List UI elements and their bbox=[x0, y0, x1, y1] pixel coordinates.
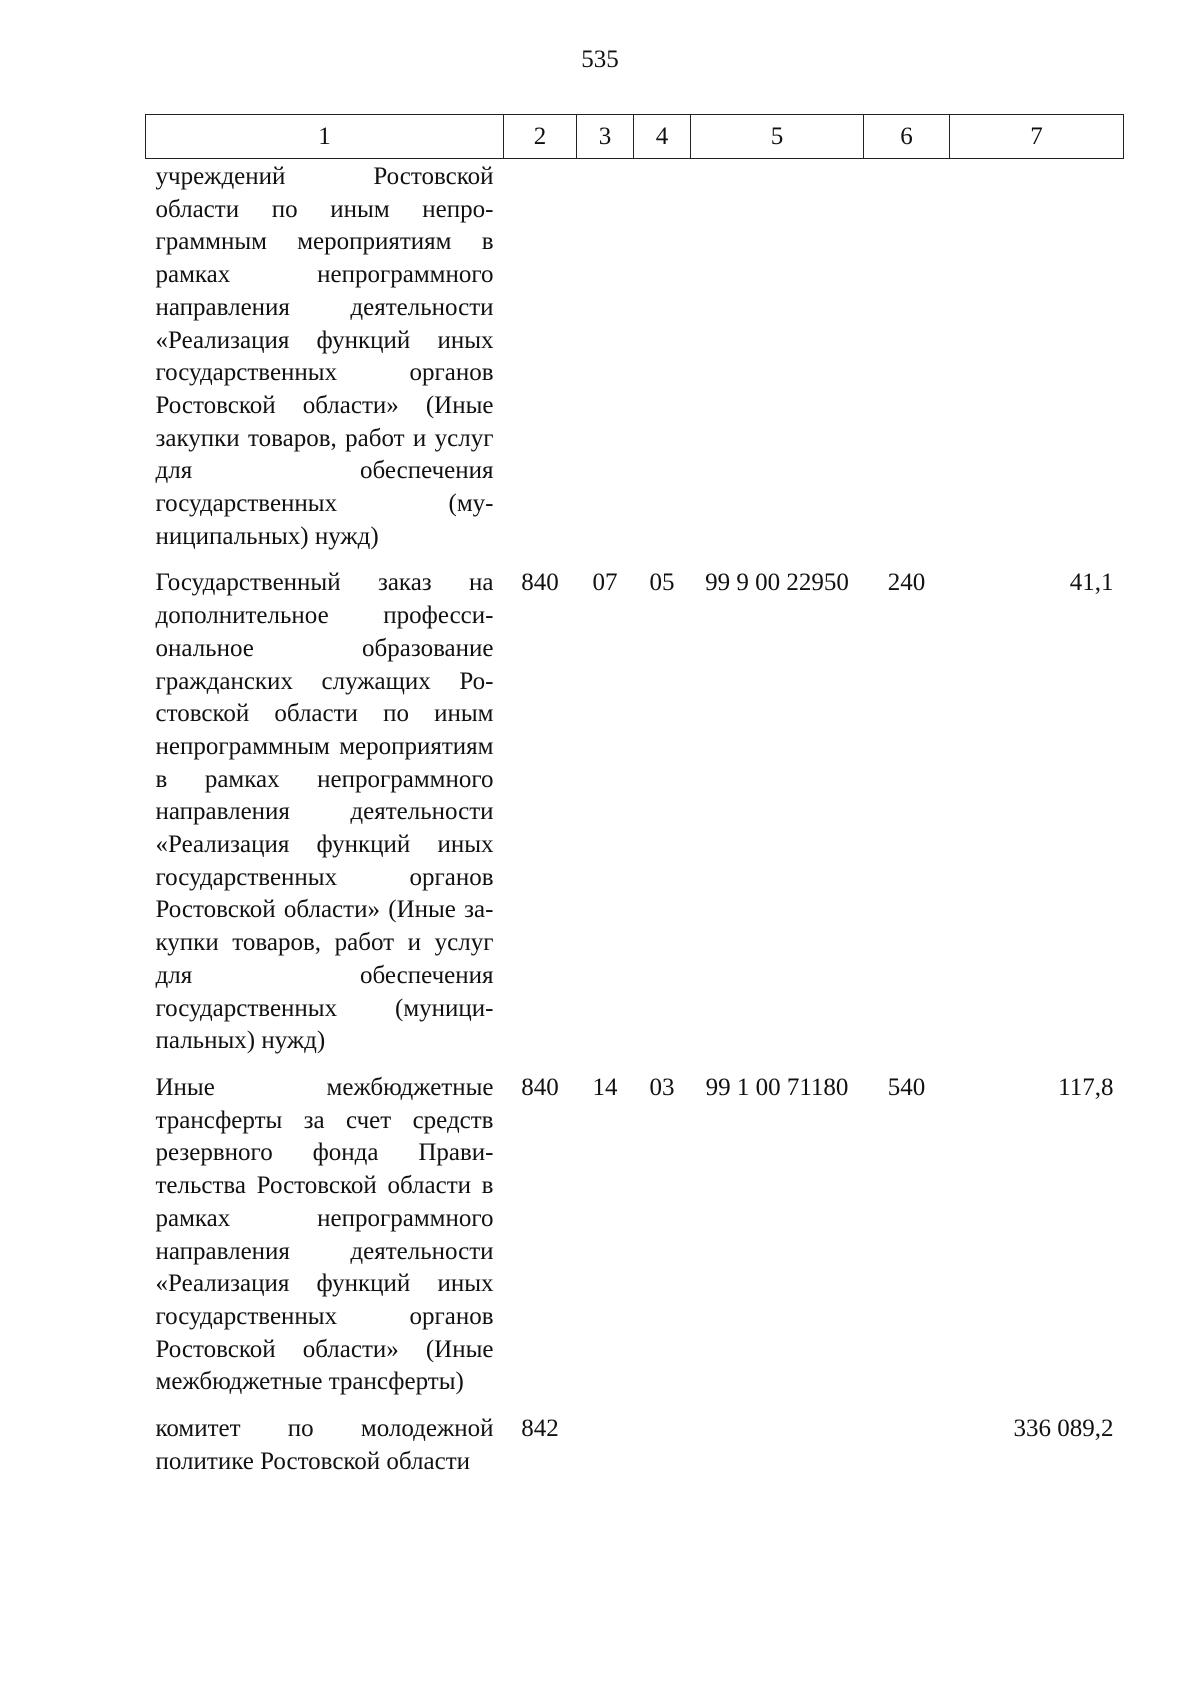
row-target-code bbox=[691, 1407, 864, 1486]
row-target-code bbox=[691, 159, 864, 562]
row-ministry-code: 840 bbox=[521, 569, 559, 597]
row-ministry-code bbox=[504, 159, 577, 562]
header-col-4: 4 bbox=[634, 115, 691, 159]
row-section-code: 07 bbox=[592, 569, 618, 597]
table-row bbox=[146, 1066, 1124, 1407]
row-section-code: 14 bbox=[592, 1073, 618, 1101]
table-row bbox=[146, 159, 1124, 562]
page-number: 535 bbox=[581, 46, 619, 73]
row-description: Государственный заказ на дополнительное профессиональное образование гражданских служащих Ростовской области по иным непрограммным мероприятиям в рамках непрограммного направления деятельности «Реализация функций иных государственных органов Ростовской области» (Иные закупки товаров, работ и услуг для обеспечения государственных (муниципальных) нужд) bbox=[155, 569, 494, 1055]
row-amount bbox=[950, 159, 1124, 562]
row-description: Иные межбюджетные трансферты за счет средств резервного фонда Правительства Ростовской области в рамках непрограммного направления деятельности «Реализация функций иных государственных органов Ростовской области» (Иные межбюджетные трансферты) bbox=[155, 1073, 494, 1396]
header-col-5: 5 bbox=[691, 115, 864, 159]
row-ministry-code: 840 bbox=[521, 1073, 559, 1101]
table-header bbox=[146, 115, 1124, 159]
row-amount: 41,1 bbox=[1069, 569, 1114, 597]
row-section-code bbox=[577, 159, 634, 562]
row-amount: 117,8 bbox=[1058, 1073, 1114, 1101]
row-expense-type-code: 540 bbox=[887, 1073, 926, 1101]
row-expense-type-code bbox=[864, 159, 950, 562]
header-row bbox=[146, 115, 1124, 159]
row-target-code: 99 1 00 71180 bbox=[705, 1073, 849, 1101]
row-description: учреждений Ростовской области по иным непрограммным мероприятиям в рамках непрограммного направления деятельности «Реализация функций иных государственных органов Ростовской области» (Иные закупки товаров, работ и услуг для обеспечения государственных (муниципальных) нужд) bbox=[155, 163, 494, 550]
row-subsection-code: 03 bbox=[649, 1073, 675, 1101]
header-col-1: 1 bbox=[146, 115, 504, 159]
row-subsection-code bbox=[634, 1407, 691, 1486]
header-col-6: 6 bbox=[864, 115, 950, 159]
row-amount: 336 089,2 bbox=[1013, 1415, 1114, 1443]
table-row bbox=[146, 1407, 1124, 1486]
row-target-code: 99 9 00 22950 bbox=[705, 569, 849, 597]
row-description: комитет по молодежной политике Ростовской области bbox=[155, 1415, 494, 1475]
header-col-2: 2 bbox=[504, 115, 577, 159]
row-expense-type-code: 240 bbox=[887, 569, 926, 597]
row-ministry-code: 842 bbox=[521, 1415, 559, 1443]
budget-table bbox=[145, 114, 1124, 1486]
row-section-code bbox=[577, 1407, 634, 1486]
table-row bbox=[146, 561, 1124, 1066]
header-col-3: 3 bbox=[577, 115, 634, 159]
row-subsection-code bbox=[634, 159, 691, 562]
row-expense-type-code bbox=[864, 1407, 950, 1486]
row-subsection-code: 05 bbox=[649, 569, 675, 597]
table-body bbox=[146, 159, 1124, 1487]
header-col-7: 7 bbox=[950, 115, 1124, 159]
